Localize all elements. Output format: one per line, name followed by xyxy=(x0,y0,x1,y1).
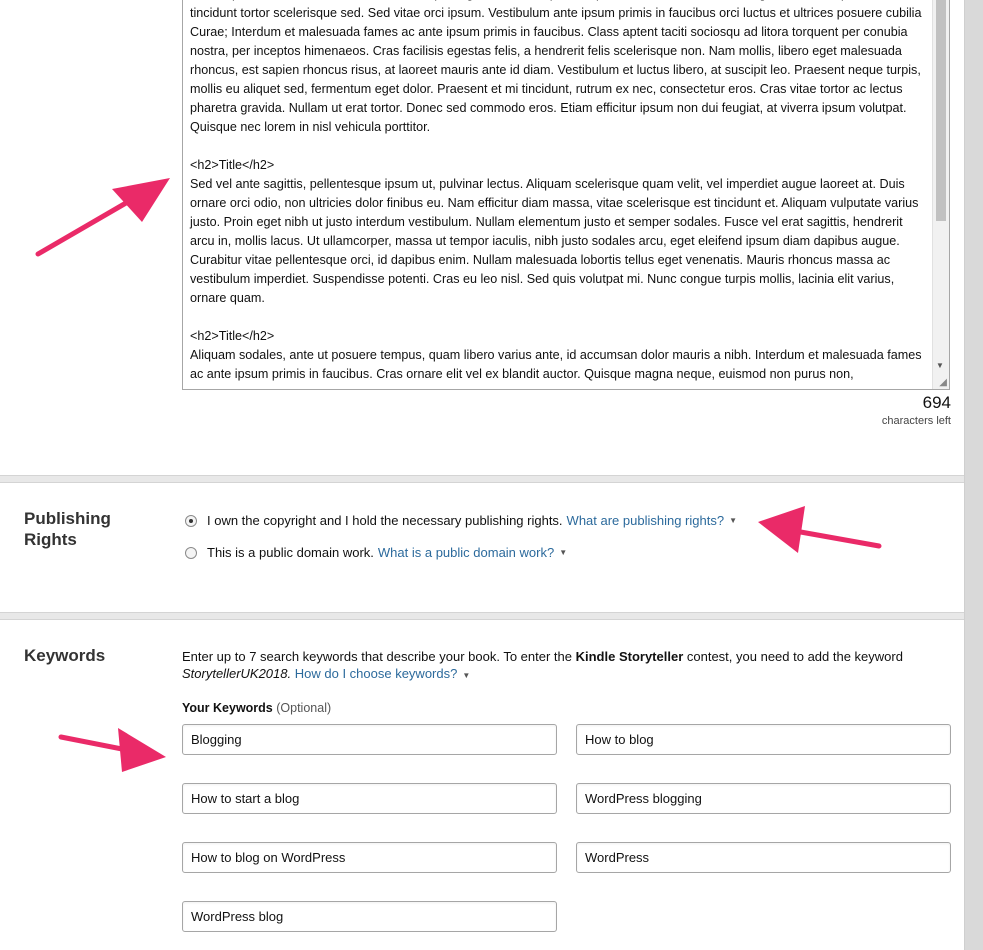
choose-keywords-link[interactable]: How do I choose keywords? xyxy=(294,666,458,681)
page-scrollbar[interactable] xyxy=(964,0,983,950)
keyword-input-4[interactable] xyxy=(576,783,951,814)
public-domain-help-link[interactable]: What is a public domain work? xyxy=(377,545,555,560)
publishing-rights-help-link[interactable]: What are publishing rights? xyxy=(566,513,725,528)
keywords-title: Keywords xyxy=(24,646,106,665)
keyword-input-2[interactable] xyxy=(576,724,951,755)
radio-public-domain-label: This is a public domain work. xyxy=(207,545,374,560)
keywords-desc-text: Enter up to 7 search keywords that describe your book. To enter the xyxy=(182,649,572,664)
keyword-input-7[interactable] xyxy=(182,901,557,932)
section-divider xyxy=(0,612,965,620)
section-divider xyxy=(0,475,965,483)
your-keywords-label xyxy=(182,701,331,715)
scroll-down-icon[interactable]: ▼ xyxy=(936,361,944,370)
characters-left-label: characters left xyxy=(881,415,951,427)
keywords-desc-text-2: contest, you need to add the keyword xyxy=(686,649,903,664)
your-keywords-text: Your Keywords xyxy=(182,701,273,715)
kindle-storyteller-text: Kindle Storyteller xyxy=(575,649,684,664)
keyword-input-6[interactable] xyxy=(576,842,951,873)
keyword-input-3[interactable] xyxy=(182,783,557,814)
contest-keyword-text: StorytellerUK2018. xyxy=(182,666,292,681)
annotation-arrow-icon xyxy=(38,178,170,254)
radio-unchecked-icon[interactable] xyxy=(185,547,197,559)
optional-text: (Optional) xyxy=(276,701,332,715)
radio-checked-icon[interactable] xyxy=(185,515,197,527)
description-paragraph-2: <h2>Title</h2> Sed vel ante sagittis, pellentesque ipsum ut, pulvinar lectus. Aliquam scelerisque quam velit, vel imperdiet augue laoreet at. Duis ornare orci odio, non ultricies dolor finibus eu. Nam efficitur diam massa, vitae scelerisque est tincidunt et. Aliquam vulputate varius justo. Proin eget nibh ut justo interdum vestibulum. Nullam elementum justo et semper sodales. Fusce vel erat sagittis, hendrerit arcu in, mollis lacus. Ut ullamcorper, massa ut tempor iaculis, nibh justo sodales arcu, eget eleifend ipsum diam dapibus augue. Curabitur vitae pellentesque orci, id dapibus enim. Nullam malesuada lobortis tellus eget venenatis. Mauris rhoncus massa ac vestibulum imperdiet. Suspendisse potenti. Cras eu leo nisl. Sed quis volutpat mi. Nunc congue turpis mollis, lacinia elit varius, ornare quam. xyxy=(190,158,919,305)
resize-grip-icon[interactable]: ◢ xyxy=(939,377,947,388)
characters-left-count: 694 xyxy=(922,393,951,412)
keyword-input-1[interactable] xyxy=(182,724,557,755)
radio-own-copyright-label: I own the copyright and I hold the necessary publishing rights. xyxy=(207,513,563,528)
description-editor[interactable] xyxy=(182,0,950,390)
caret-down-icon: ▼ xyxy=(462,671,471,680)
caret-down-icon: ▼ xyxy=(729,516,737,525)
description-paragraph-1: tincidunt tortor scelerisque sed. Sed vitae orci ipsum. Vestibulum ante ipsum primis in faucibus orci luctus et ultrices posuere cubilia Curae; Interdum et malesuada fames ac ante ipsum primis in faucibus. Class aptent taciti sociosqu ad litora torquent per conubia nostra, per inceptos himenaeos. Cras facilisis egestas felis, a hendrerit felis scelerisque non. Nam mollis, libero eget malesuada rhoncus, est sapien rhoncus risus, at laoreet mauris ante id diam. Vestibulum et luctus libero, at suscipit leo. Praesent neque turpis, mollis eu aliquet sed, fermentum eget dolor. Praesent et mi tincidunt, rutrum ex nec, consectetur eros. Cras vitae tortor ac lectus pharetra gravida. Nullam ut erat tortor. Donec sed commodo eros. Etiam efficitur ipsum non dui feugiat, at viverra ipsum volutpat. Quisque nec lorem in nisl vehicula porttitor. xyxy=(190,6,922,134)
description-paragraph-3: <h2>Title</h2> Aliquam sodales, ante ut posuere tempus, quam libero varius ante, id accumsan dolor mauris a nibh. Interdum et malesuada fames ac ante ipsum primis in faucibus. Cras ornare elit vel ex blandit auctor. Quisque magna neque, euismod non purus non, xyxy=(190,329,922,381)
editor-scrollbar[interactable] xyxy=(932,0,949,389)
editor-scroll-thumb[interactable] xyxy=(936,0,946,221)
radio-own-copyright[interactable] xyxy=(185,513,737,528)
publishing-rights-title: Publishing Rights xyxy=(24,509,111,549)
annotation-arrow-icon xyxy=(758,506,879,553)
keyword-input-5[interactable] xyxy=(182,842,557,873)
keywords-description xyxy=(182,648,942,684)
annotation-arrow-icon xyxy=(61,728,166,772)
description-text[interactable] xyxy=(190,0,927,390)
radio-public-domain[interactable] xyxy=(185,545,567,560)
caret-down-icon: ▼ xyxy=(559,548,568,557)
